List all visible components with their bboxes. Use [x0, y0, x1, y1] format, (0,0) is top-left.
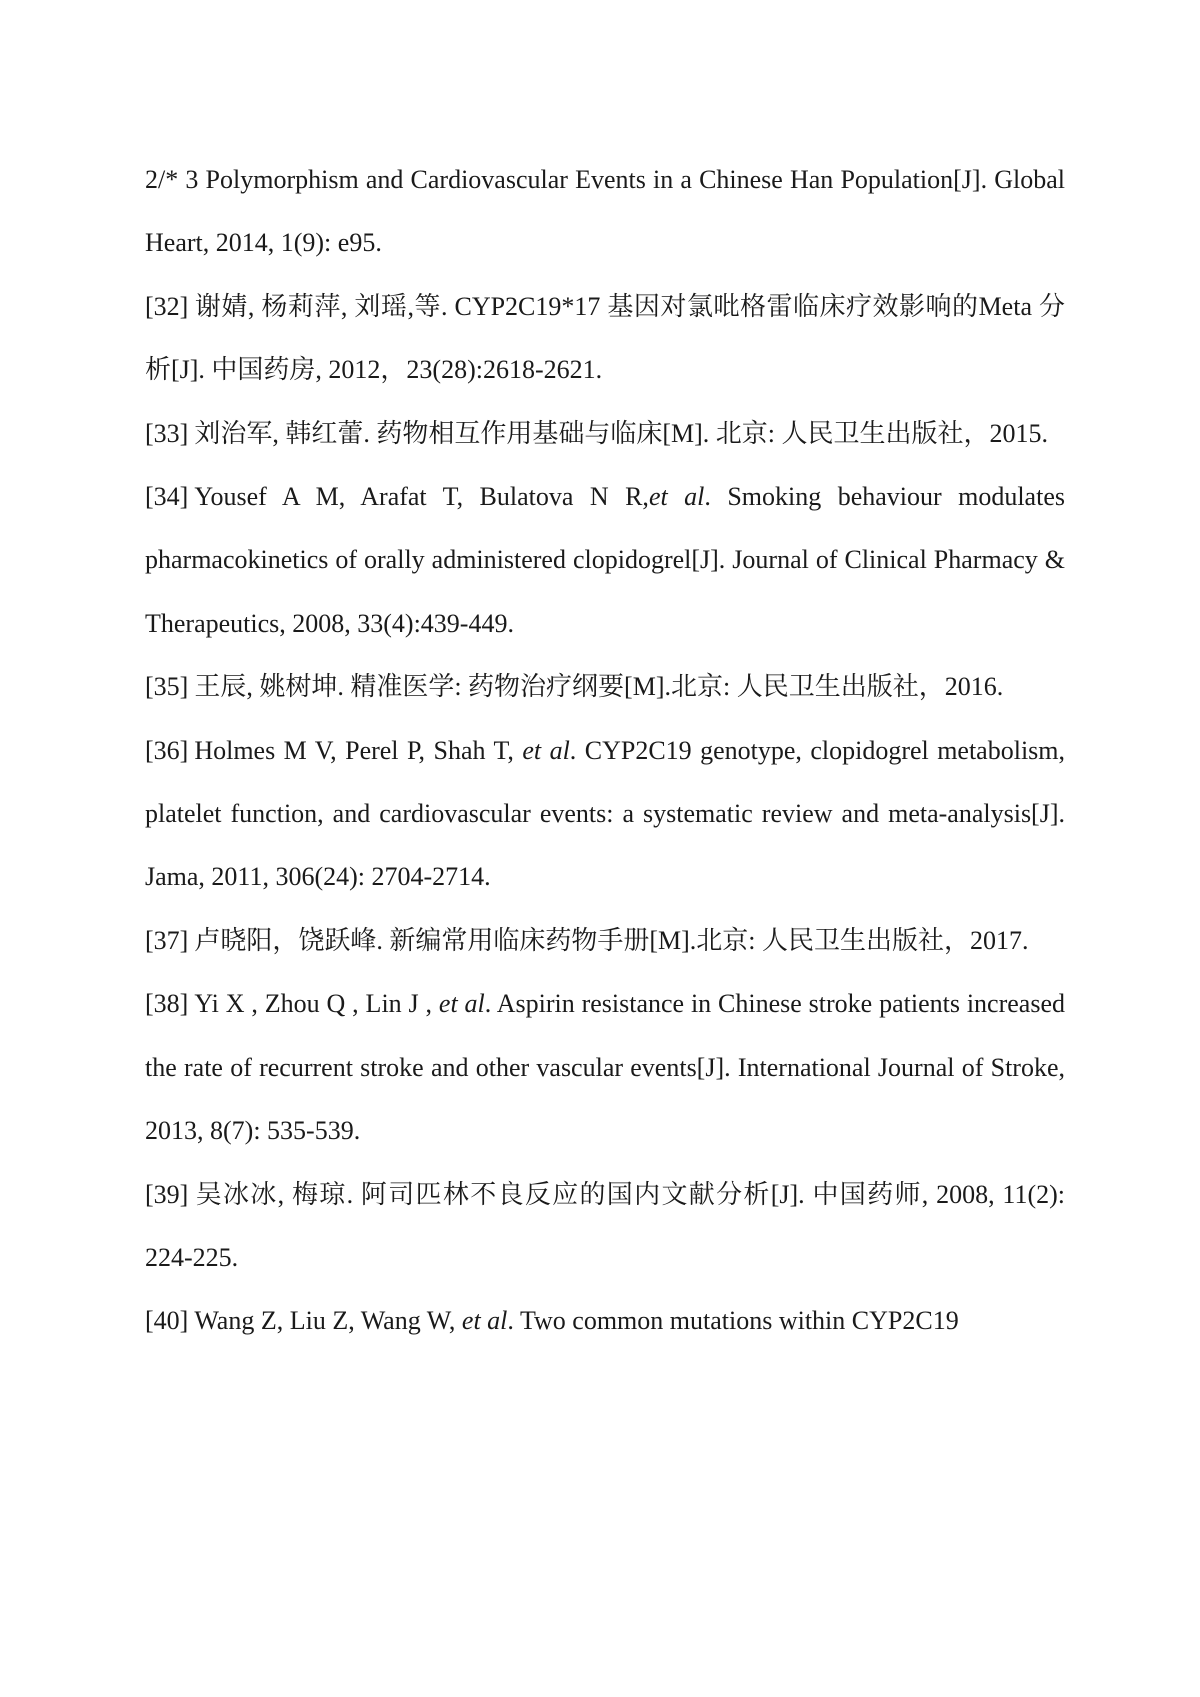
reference-item — [145, 148, 1065, 275]
reference-text: . Smoking behaviour modulates pharmacokinetics of orally administered clopidogrel[J]. Journal of Clinical Pharmacy & Therapeutics, 2008, 33(4):439-449. — [145, 482, 1065, 638]
reference-text: Wang Z, Liu Z, Wang W, — [194, 1306, 462, 1336]
reference-number: [33] — [145, 418, 189, 448]
reference-number: [36] — [145, 735, 189, 765]
reference-number: [35] — [145, 672, 189, 702]
reference-number: [37] — [145, 925, 189, 955]
et-al: et al — [648, 482, 705, 512]
reference-list — [145, 148, 1065, 1353]
reference-number: [32] — [145, 291, 189, 321]
reference-text: 王辰, 姚树坤. 精准医学: 药物治疗纲要[M].北京: 人民卫生出版社，2016. — [194, 672, 1004, 702]
reference-item — [145, 719, 1065, 909]
et-al: et al — [438, 989, 485, 1019]
reference-item — [145, 909, 1065, 972]
reference-number: [39] — [145, 1179, 189, 1209]
reference-text: 卢晓阳，饶跃峰. 新编常用临床药物手册[M].北京: 人民卫生出版社，2017. — [194, 925, 1029, 955]
reference-item — [145, 972, 1065, 1162]
reference-text: Holmes M V, Perel P, Shah T, — [194, 735, 523, 765]
reference-text: 2/* 3 Polymorphism and Cardiovascular Events in a Chinese Han Population[J]. Global Heart, 2014, 1(9): e95. — [145, 165, 1065, 258]
et-al: et al — [461, 1306, 508, 1336]
reference-number: [40] — [145, 1306, 189, 1336]
reference-number: [38] — [145, 989, 189, 1019]
reference-text: 谢婧, 杨莉萍, 刘瑶,等. CYP2C19*17 基因对氯吡格雷临床疗效影响的Meta 分析[J]. 中国药房, 2012，23(28):2618-2621. — [145, 291, 1065, 385]
reference-item — [145, 1289, 1065, 1352]
reference-text: Yi X , Zhou Q , Lin J , — [194, 989, 439, 1019]
reference-item — [145, 275, 1065, 402]
reference-text: . CYP2C19 genotype, clopidogrel metabolism, platelet function, and cardiovascular events: a systematic review and meta-analysis[J]. Jama, 2011, 306(24): 2704-2714. — [145, 735, 1066, 892]
reference-item — [145, 465, 1065, 655]
reference-text: . Aspirin resistance in Chinese stroke patients increased the rate of recurrent stroke and other vascular events[J]. International Journal of Stroke, 2013, 8(7): 535-539. — [145, 989, 1065, 1146]
et-al: et al — [522, 735, 570, 765]
reference-number: [34] — [145, 482, 189, 512]
reference-text: 刘治军, 韩红蕾. 药物相互作用基础与临床[M]. 北京: 人民卫生出版社，2015. — [194, 418, 1048, 448]
reference-item — [145, 402, 1065, 465]
reference-item — [145, 655, 1065, 718]
reference-item — [145, 1163, 1065, 1290]
reference-text: Yousef A M, Arafat T, Bulatova N R, — [194, 482, 649, 512]
reference-text: 吴冰冰, 梅琼. 阿司匹林不良反应的国内文献分析[J]. 中国药师, 2008, 11(2): 224-225. — [145, 1179, 1065, 1272]
reference-text: . Two common mutations within CYP2C19 — [507, 1306, 959, 1336]
